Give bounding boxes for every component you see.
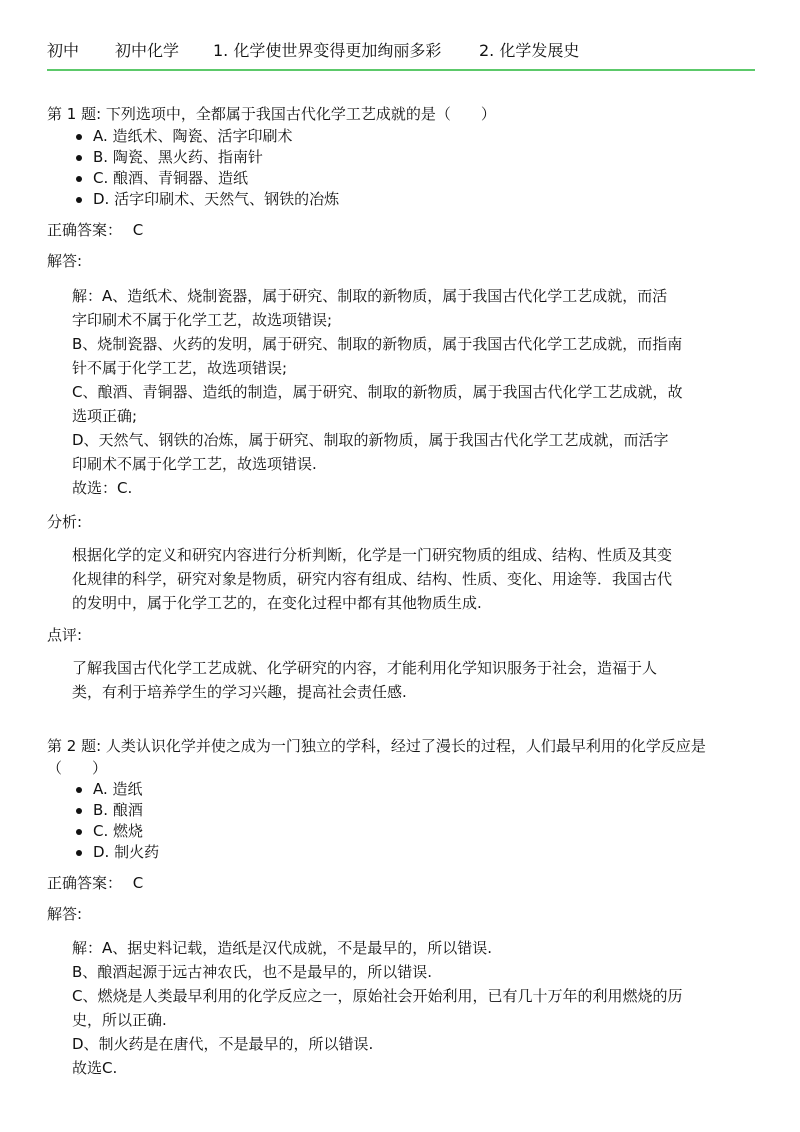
question-1-options: [76, 126, 339, 210]
question-1-comment: [72, 656, 742, 704]
question-1-option-b: B. 陶瓷、黑火药、指南针: [76, 147, 339, 168]
solution-line: 选项正确;: [72, 407, 138, 425]
question-1-comment-label: 点评:: [47, 626, 83, 644]
solution-line: D、制火药是在唐代，不是最早的，所以错误.: [72, 1035, 374, 1053]
question-1-analysis-label: 分析:: [47, 513, 83, 531]
solution-line: 史，所以正确.: [72, 1011, 167, 1029]
question-1-solution-label: 解答:: [47, 252, 83, 270]
breadcrumb-chapter[interactable]: 1. 化学使世界变得更加绚丽多彩: [213, 41, 442, 60]
solution-line: B、酿酒起源于远古神农氏，也不是最早的，所以错误.: [72, 963, 433, 981]
solution-line: 故选：C.: [72, 479, 133, 497]
breadcrumb-level[interactable]: 初中: [47, 41, 80, 60]
question-2-title-line1: 第 2 题: 人类认识化学并使之成为一门独立的学科，经过了漫长的过程，人们最早利用的化学反应是: [47, 737, 706, 755]
header-divider: [47, 69, 755, 71]
comment-line: 了解我国古代化学工艺成就、化学研究的内容，才能利用化学知识服务于社会，造福于人: [72, 659, 658, 677]
question-1-option-a: A. 造纸术、陶瓷、活字印刷术: [76, 126, 339, 147]
breadcrumb: [47, 38, 755, 64]
answer-value: C: [132, 874, 144, 892]
question-2-solution: [72, 936, 742, 1080]
solution-line: 故选C.: [72, 1059, 118, 1077]
analysis-line: 化规律的科学，研究对象是物质，研究内容有组成、结构、性质、变化、用途等．我国古代: [72, 570, 673, 588]
question-2-answer: [47, 872, 143, 894]
question-2-option-b: B. 酿酒: [76, 800, 159, 821]
breadcrumb-subject[interactable]: 初中化学: [115, 41, 180, 60]
question-1-option-c: C. 酿酒、青铜器、造纸: [76, 168, 339, 189]
solution-line: D、天然气、钢铁的冶炼，属于研究、制取的新物质，属于我国古代化学工艺成就，而活字: [72, 431, 669, 449]
analysis-line: 根据化学的定义和研究内容进行分析判断，化学是一门研究物质的组成、结构、性质及其变: [72, 546, 673, 564]
question-2-option-d: D. 制火药: [76, 842, 159, 863]
question-1-option-d: D. 活字印刷术、天然气、钢铁的冶炼: [76, 189, 339, 210]
comment-line: 类，有利于培养学生的学习兴趣，提高社会责任感.: [72, 683, 407, 701]
answer-value: C: [132, 221, 144, 239]
solution-line: B、烧制瓷器、火药的发明，属于研究、制取的新物质，属于我国古代化学工艺成就，而指南: [72, 335, 683, 353]
solution-line: 字印刷术不属于化学工艺，故选项错误;: [72, 311, 333, 329]
breadcrumb-section[interactable]: 2. 化学发展史: [479, 41, 580, 60]
question-2-solution-label: 解答:: [47, 905, 83, 923]
question-1-answer: [47, 219, 143, 241]
question-1-title: 第 1 题: 下列选项中，全都属于我国古代化学工艺成就的是（ ）: [47, 105, 496, 123]
question-2-title-line2: （ ）: [47, 759, 108, 777]
solution-line: 解：A、造纸术、烧制瓷器，属于研究、制取的新物质，属于我国古代化学工艺成就，而活: [72, 287, 668, 305]
solution-line: C、酿酒、青铜器、造纸的制造，属于研究、制取的新物质，属于我国古代化学工艺成就，故: [72, 383, 683, 401]
question-1-solution: [72, 284, 742, 500]
question-2-option-a: A. 造纸: [76, 779, 159, 800]
question-2-title: [47, 735, 757, 779]
question-2-options: [76, 779, 159, 863]
solution-line: 印刷术不属于化学工艺，故选项错误.: [72, 455, 317, 473]
solution-line: 针不属于化学工艺，故选项错误;: [72, 359, 288, 377]
answer-label: 正确答案：: [47, 221, 123, 239]
question-2-option-c: C. 燃烧: [76, 821, 159, 842]
analysis-line: 的发明中，属于化学工艺的，在变化过程中都有其他物质生成.: [72, 594, 482, 612]
solution-line: C、燃烧是人类最早利用的化学反应之一，原始社会开始利用，已有几十万年的利用燃烧的历: [72, 987, 683, 1005]
solution-line: 解：A、据史料记载，造纸是汉代成就，不是最早的，所以错误.: [72, 939, 493, 957]
question-1-analysis: [72, 543, 742, 615]
answer-label: 正确答案：: [47, 874, 123, 892]
